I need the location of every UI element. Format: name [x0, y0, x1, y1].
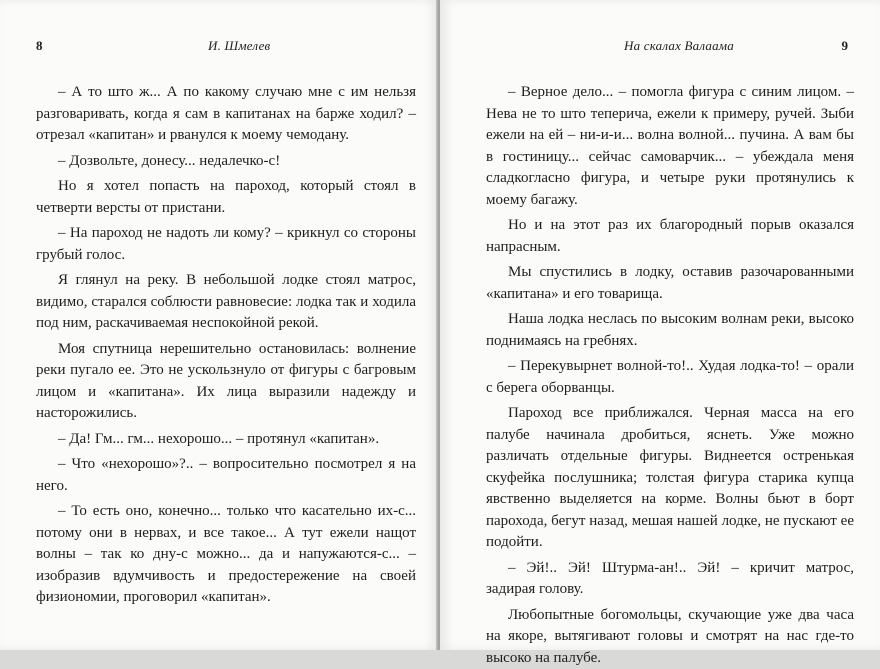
paragraph: – Да! Гм... гм... нехорошо... – протянул «капитан».	[36, 429, 416, 451]
paragraph: – Эй!.. Эй! Штурма-ан!.. Эй! – кричит матрос, задирая голову.	[486, 558, 854, 601]
running-head: На скалах Валаама	[624, 38, 734, 54]
paragraph: Но я хотел попасть на пароход, который стоял в четверти версты от пристани.	[36, 176, 416, 219]
paragraph: – То есть оно, конечно... только что касательно их-с... потому они в нервах, и все такое... А тут ежели нащот волны – так ко дну-с можно... да и напужаются-с... – изобразив вдумчивость и предостережение на своей физиономии, проговорил «капитан».	[36, 501, 416, 609]
paragraph: – Перекувырнет волной-то!.. Худая лодка-то! – орали с берега оборванцы.	[486, 356, 854, 399]
paragraph: – Верное дело... – помогла фигура с синим лицом. – Нева не то што теперича, ежели к примеру, ручей. Зыби ежели на ей – ни-и-и... волна волной... пучина. А вам бы в гостиницу... сейчас самоварчик... – убеждала меня сладкогласно фигура, и четыре руки протянулись к моему багажу.	[486, 82, 854, 211]
paragraph: Любопытные богомольцы, скучающие уже два часа на якоре, вытягивают головы и смотрят на нас где-то высоко на палубе.	[486, 605, 854, 669]
left-page	[0, 0, 438, 650]
right-page-header	[486, 30, 854, 68]
paragraph: – А то што ж... А по какому случаю мне с им нельзя разговаривать, когда я сам в капитанах на барже ходил? – отрезал «капитан» и рванулся к моему чемодану.	[36, 82, 416, 147]
left-page-header	[36, 30, 416, 68]
right-page-text	[486, 82, 854, 669]
paragraph: Пароход все приближался. Черная масса на его палубе начинала дробиться, яснеть. Уже можно различать отдельные фигуры. Виднеется остренькая скуфейка послушника; толстая фигура старика купца явственно выделяется на корме. Волны бьют в борт парохода, бегут назад, мешая нашей лодке, не пускают ее подойти.	[486, 403, 854, 554]
paragraph: Мы спустились в лодку, оставив разочарованными «капитана» и его товарища.	[486, 262, 854, 305]
paragraph: Я глянул на реку. В небольшой лодке стоял матрос, видимо, старался соблюсти равновесие: лодка так и ходила под ним, раскачиваемая неспокойной рекой.	[36, 270, 416, 335]
left-page-text	[36, 82, 416, 609]
paragraph: – Что «нехорошо»?.. – вопросительно посмотрел я на него.	[36, 454, 416, 497]
page-number: 9	[842, 38, 849, 54]
paragraph: – На пароход не надоть ли кому? – крикнул со стороны грубый голос.	[36, 223, 416, 266]
page-number: 8	[36, 38, 43, 54]
running-head: И. Шмелев	[208, 38, 270, 54]
paragraph: Но и на этот раз их благородный порыв оказался напрасным.	[486, 215, 854, 258]
paragraph: – Дозвольте, донесу... недалечко-с!	[36, 151, 416, 173]
right-page	[440, 0, 880, 650]
paragraph: Моя спутница нерешительно остановилась: волнение реки пугало ее. Это не ускользнуло от фигуры с багровым лицом и «капитана». Их лица выразили надежду и насторожились.	[36, 339, 416, 425]
paragraph: Наша лодка неслась по высоким волнам реки, высоко поднимаясь на гребнях.	[486, 309, 854, 352]
